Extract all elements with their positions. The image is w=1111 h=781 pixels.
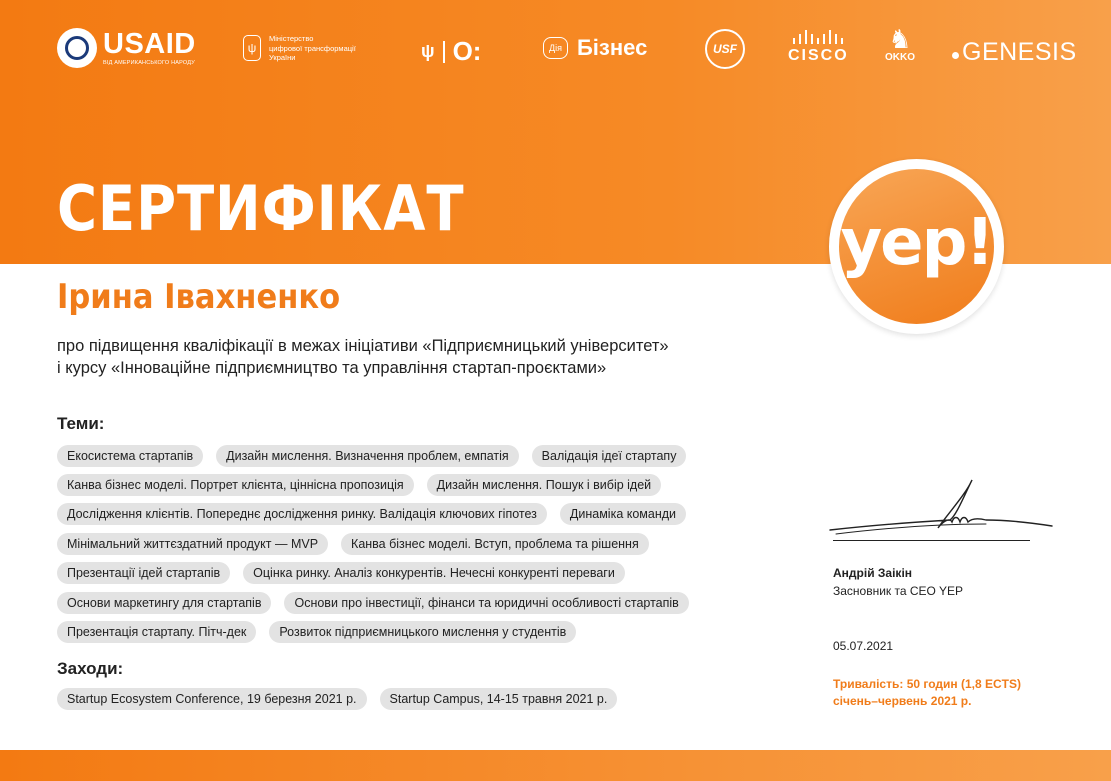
genesis-text: GENESIS — [962, 38, 1077, 66]
topic-chip: Канва бізнес моделі. Портрет клієнта, ціннісна пропозиція — [57, 474, 414, 496]
topic-chip: Валідація ідеї стартапу — [532, 445, 687, 467]
topic-chip: Презентація стартапу. Пітч-дек — [57, 621, 256, 643]
signature-line — [833, 540, 1030, 541]
ukraine-o-logo — [421, 36, 481, 67]
topic-chip: Оцінка ринку. Аналіз конкурентів. Нечесні конкуренті переваги — [243, 562, 625, 584]
ministry-line2: цифрової трансформації — [269, 43, 356, 53]
trident-icon: ψ — [421, 41, 435, 61]
ministry-line3: України — [269, 53, 296, 62]
topics-row — [57, 533, 649, 555]
ministry-line1: Міністерство — [269, 34, 314, 43]
diia-business-logo — [543, 35, 647, 61]
description-line-1: про підвищення кваліфікації в межах ініціативи «Підприємницький університет» — [57, 337, 669, 355]
course-duration: Тривалість: 50 годин (1,8 ECTS) — [833, 677, 1021, 691]
topics-row — [57, 621, 576, 643]
usaid-seal-icon — [57, 28, 97, 68]
usaid-name: USAID — [103, 27, 196, 60]
okko-logo — [885, 26, 915, 63]
event-chip: Startup Campus, 14-15 травня 2021 р. — [380, 688, 618, 710]
usaid-logo — [57, 28, 196, 68]
yep-badge-text: yep! — [840, 205, 993, 280]
certificate-description — [57, 335, 669, 379]
topic-chip: Презентації ідей стартапів — [57, 562, 230, 584]
events-label: Заходи: — [57, 659, 124, 678]
issue-date: 05.07.2021 — [833, 639, 894, 653]
divider — [443, 41, 445, 63]
topic-chip: Дослідження клієнтів. Попереднє дослідження ринку. Валідація ключових гіпотез — [57, 503, 547, 525]
footer-bar — [0, 750, 1111, 781]
genesis-logo — [952, 38, 1077, 67]
okko-text: OKKO — [885, 52, 915, 63]
topics-row — [57, 503, 686, 525]
signer-name: Андрій Заікін — [833, 566, 913, 580]
diia-business-text: Бізнес — [576, 35, 648, 60]
cisco-text: CISCO — [788, 47, 849, 64]
topic-chip: Динаміка команди — [560, 503, 686, 525]
signer-role: Засновник та CEO YEP — [833, 584, 964, 598]
recipient-name: Ірина Івахненко — [57, 277, 341, 317]
griffin-icon: ♞ — [888, 24, 912, 54]
event-chip: Startup Ecosystem Conference, 19 березня 2021 р. — [57, 688, 367, 710]
topics-row — [57, 592, 689, 614]
ministry-logo — [243, 34, 356, 63]
usaid-subtitle: ВІД АМЕРИКАНСЬКОГО НАРОДУ — [103, 59, 195, 66]
cisco-logo — [788, 30, 849, 65]
topics-row — [57, 474, 661, 496]
topic-chip: Основи про інвестиції, фінанси та юридичні особливості стартапів — [284, 592, 688, 614]
topic-chip: Канва бізнес моделі. Вступ, проблема та рішення — [341, 533, 649, 555]
topic-chip: Дизайн мислення. Пошук і вибір ідей — [427, 474, 661, 496]
usf-text: USF — [705, 29, 745, 69]
events-row — [57, 688, 617, 710]
yep-badge — [829, 159, 1004, 334]
cisco-bars-icon — [793, 30, 843, 44]
topics-row — [57, 562, 625, 584]
topic-chip: Дизайн мислення. Визначення проблем, емпатія — [216, 445, 519, 467]
signature-image — [826, 476, 1056, 546]
topics-row — [57, 445, 686, 467]
topics-label: Теми: — [57, 414, 105, 433]
genesis-dot-icon — [952, 52, 959, 59]
topic-chip: Мінімальний життєздатний продукт — MVP — [57, 533, 328, 555]
trident-icon: ψ — [243, 35, 261, 61]
topic-chip: Основи маркетингу для стартапів — [57, 592, 271, 614]
topic-chip: Екосистема стартапів — [57, 445, 203, 467]
course-period: січень–червень 2021 р. — [833, 694, 972, 708]
partner-logos — [0, 26, 1111, 76]
usf-logo — [705, 29, 745, 69]
o-logo-text: O: — [452, 36, 482, 66]
diia-box: Дія — [543, 37, 568, 59]
topic-chip: Розвиток підприємницького мислення у студентів — [269, 621, 576, 643]
description-line-2: і курсу «Інноваційне підприємництво та управління стартап-проєктами» — [57, 359, 607, 377]
certificate-title: СЕРТИФІКАТ — [57, 172, 465, 245]
